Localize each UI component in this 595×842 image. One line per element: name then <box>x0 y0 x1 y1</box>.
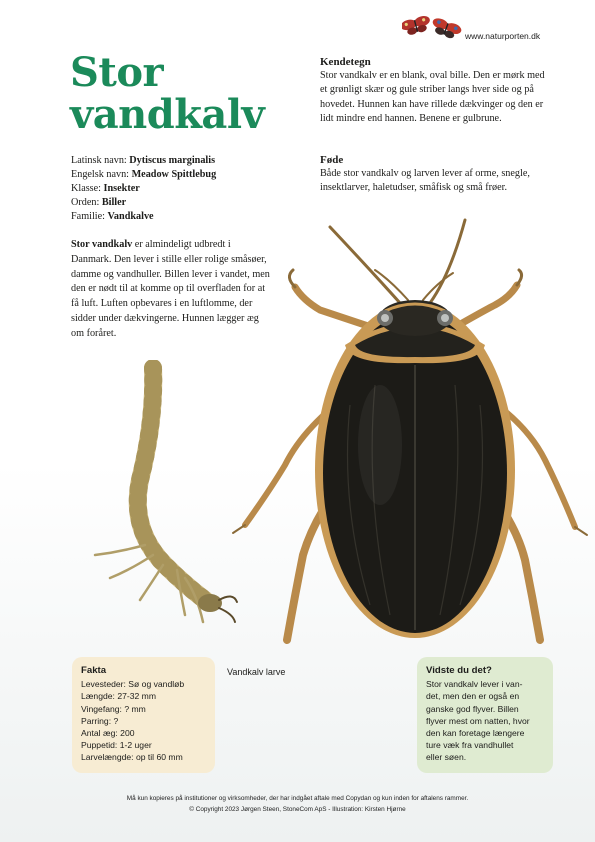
fakta-line: Puppetid: 1-2 uger <box>81 740 152 751</box>
title-line-2: vandkalv <box>70 91 265 138</box>
info-latin: Latinsk navn: Dytiscus marginalis <box>71 155 216 166</box>
info-english: Engelsk navn: Meadow Spittlebug <box>71 169 217 180</box>
fakta-line: Vingefang: ? mm <box>81 703 146 714</box>
beetle-illustration <box>225 215 595 655</box>
butterflies-logo <box>402 13 464 41</box>
section-fode <box>320 153 552 196</box>
fakta-line: Levesteder: Sø og vandløb <box>81 679 185 690</box>
title-line-1: Stor <box>70 49 164 96</box>
species-info <box>71 154 216 224</box>
did-you-know-line: ture væk fra vandhullet <box>426 740 514 751</box>
fode-text: Både stor vandkalv og larven lever af orme, snegle, insektlarver, haletudser, småfisk og små frøer. <box>320 168 530 194</box>
info-family: Familie: Vandkalve <box>71 211 154 222</box>
did-you-know-heading: Vidste du det? <box>426 665 492 676</box>
larva-label: Vandkalv larve <box>227 667 286 677</box>
did-you-know-line: den kan foretage længere <box>426 728 525 739</box>
fakta-line: Antal æg: 200 <box>81 728 135 739</box>
did-you-know-line: eller søen. <box>426 752 467 763</box>
fakta-line: Parring: ? <box>81 715 119 726</box>
did-you-know-line: det, men den er også en <box>426 691 520 702</box>
did-you-know-box <box>417 657 553 773</box>
section-kendetegn <box>320 55 552 126</box>
intro-paragraph: Stor vandkalv er almindeligt udbredt i Danmark. Den lever i stille eller rolige småsøer, damme og vandhuller. Billen lever i vandet, men den er nødt til at komme op til overfladen for at få luft. Luften opbevares i en luftlomme, der sidder under dækvingerne. Hunnen lægger æg om foråret. <box>71 239 270 339</box>
fakta-heading: Fakta <box>81 665 107 676</box>
did-you-know-line: Stor vandkalv lever i van- <box>426 679 523 690</box>
did-you-know-line: flyver mest om natten, hvor <box>426 715 530 726</box>
website-link[interactable]: www.naturporten.dk <box>465 31 541 41</box>
kendetegn-text: Stor vandkalv er en blank, oval bille. Den er mørk med et grønligt skær og gule striber langs hver side og på hovedet. Hunnen kan have rillede dækvinger og den er lidt mindre end hannen. Benene er gulbrune. <box>320 70 545 124</box>
fakta-box <box>72 657 215 773</box>
fakta-line: Længde: 27-32 mm <box>81 691 156 702</box>
fakta-line: Larvelængde: op til 60 mm <box>81 752 183 763</box>
fode-heading: Føde <box>320 154 344 166</box>
info-order: Orden: Biller <box>71 197 127 208</box>
kendetegn-heading: Kendetegn <box>320 56 371 68</box>
larva-illustration <box>85 360 245 630</box>
did-you-know-line: ganske god flyver. Billen <box>426 703 519 714</box>
footer-copyright: © Copyright 2023 Jørgen Steen, StoneCom ApS - Illustration: Kirsten Hjørne <box>189 806 406 813</box>
footer-license: Må kun kopieres på institutioner og virksomheder, der har indgået aftale med Copydan og kun inden for aftalens rammer. <box>126 795 469 802</box>
page-title <box>70 49 270 138</box>
info-class: Klasse: Insekter <box>71 183 140 194</box>
